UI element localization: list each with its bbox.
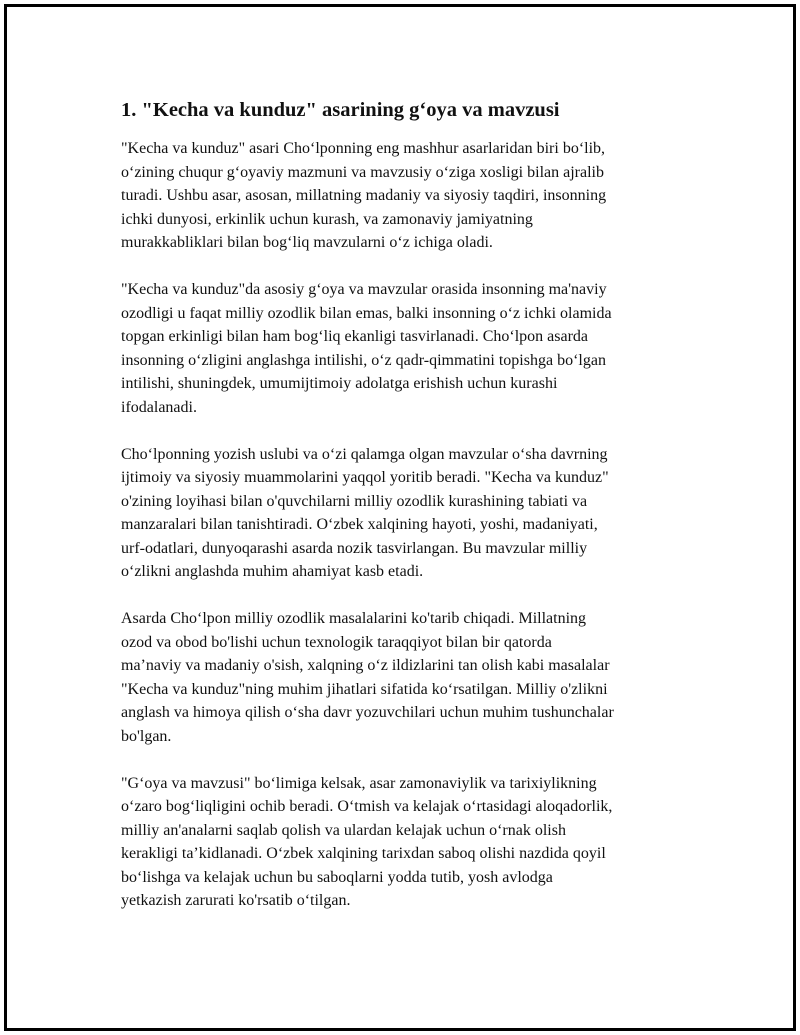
- text-line: turadi. Ushbu asar, asosan, millatning madaniy va siyosiy taqdiri, insonning: [121, 187, 607, 204]
- text-line: Cho‘lponning yozish uslubi va o‘zi qalamga olgan mavzular o‘sha davrning: [121, 445, 608, 463]
- section-heading: 1. "Kecha va kunduz" asarining g‘oya va mavzusi: [121, 99, 560, 121]
- text-line: "Kecha va kunduz"da asosiy g‘oya va mavzular orasida insonning ma'naviy: [121, 281, 607, 298]
- document-body: [121, 97, 693, 936]
- paragraph-1: [121, 137, 693, 255]
- text-line: ozodligi u faqat milliy ozodlik bilan emas, balki insonning o‘z ichki olamida: [121, 304, 612, 322]
- paragraph-4: [121, 607, 693, 748]
- text-line: yetkazish zarurati ko'rsatib o‘tilgan.: [121, 892, 351, 909]
- text-line: manzaralari bilan tanishtiradi. O‘zbek xalqining hayoti, yoshi, madaniyati,: [121, 516, 598, 533]
- text-line: o‘zlikni anglashda muhim ahamiyat kasb etadi.: [121, 563, 424, 580]
- paragraph-3: [121, 443, 693, 584]
- text-line: "Kecha va kunduz"ning muhim jihatlari sifatida ko‘rsatilgan. Milliy o'zlikni: [121, 680, 608, 698]
- text-line: insonning o‘zligini anglashga intilishi, o‘z qadr-qimmatini topishga bo‘lgan: [121, 351, 606, 369]
- text-line: o‘zining chuqur g‘oyaviy mazmuni va mavzusiy o‘ziga xosligi bilan ajralib: [121, 163, 604, 181]
- text-line: Asarda Cho‘lpon milliy ozodlik masalalarini ko'tarib chiqadi. Millatning: [121, 610, 587, 627]
- text-line: ma’naviy va madaniy o'sish, xalqning o‘z ildizlarini tan olish kabi masalalar: [121, 657, 610, 674]
- text-line: o‘zaro bog‘liqligini ochib beradi. O‘tmish va kelajak o‘rtasidagi aloqadorlik,: [121, 798, 613, 815]
- text-line: "Kecha va kunduz" asari Cho‘lponning eng mashhur asarlaridan biri bo‘lib,: [121, 140, 606, 157]
- text-line: topgan erkinligi bilan ham bog‘liq ekanligi tasvirlanadi. Cho‘lpon asarda: [121, 328, 588, 345]
- text-line: ijtimoiy va siyosiy muammolarini yaqqol yoritib beradi. "Kecha va kunduz": [121, 469, 609, 486]
- paragraph-5: [121, 772, 693, 913]
- text-line: ichki dunyosi, erkinlik uchun kurash, va zamonaviy jamiyatning: [121, 210, 533, 228]
- text-line: ifodalanadi.: [121, 398, 197, 416]
- text-line: ozod va obod bo'lishi uchun texnologik taraqqiyot bilan bir qatorda: [121, 633, 552, 651]
- text-line: intilishi, shuningdek, umumijtimoiy adolatga erishish uchun kurashi: [121, 375, 558, 392]
- text-line: bo‘lishga va kelajak uchun bu saboqlarni yodda tutib, yosh avlodga: [121, 868, 553, 886]
- paragraph-2: [121, 278, 693, 419]
- text-line: kerakligi ta’kidlanadi. O‘zbek xalqining tarixdan saboq olishi nazdida qoyil: [121, 845, 606, 862]
- text-line: murakkabliklari bilan bog‘liq mavzularni o‘z ichiga oladi.: [121, 234, 493, 251]
- page-frame: [4, 4, 796, 1031]
- text-line: urf-odatlari, dunyoqarashi asarda nozik tasvirlangan. Bu mavzular milliy: [121, 539, 588, 557]
- text-line: bo'lgan.: [121, 727, 172, 745]
- text-line: o'zining loyihasi bilan o'quvchilarni milliy ozodlik kurashining tabiati va: [121, 492, 588, 510]
- text-line: anglash va himoya qilish o‘sha davr yozuvchilari uchun muhim tushunchalar: [121, 704, 614, 721]
- text-line: "G‘oya va mavzusi" bo‘limiga kelsak, asar zamonaviylik va tarixiylikning: [121, 774, 597, 792]
- text-line: milliy an'analarni saqlab qolish va ulardan kelajak uchun o‘rnak olish: [121, 821, 566, 839]
